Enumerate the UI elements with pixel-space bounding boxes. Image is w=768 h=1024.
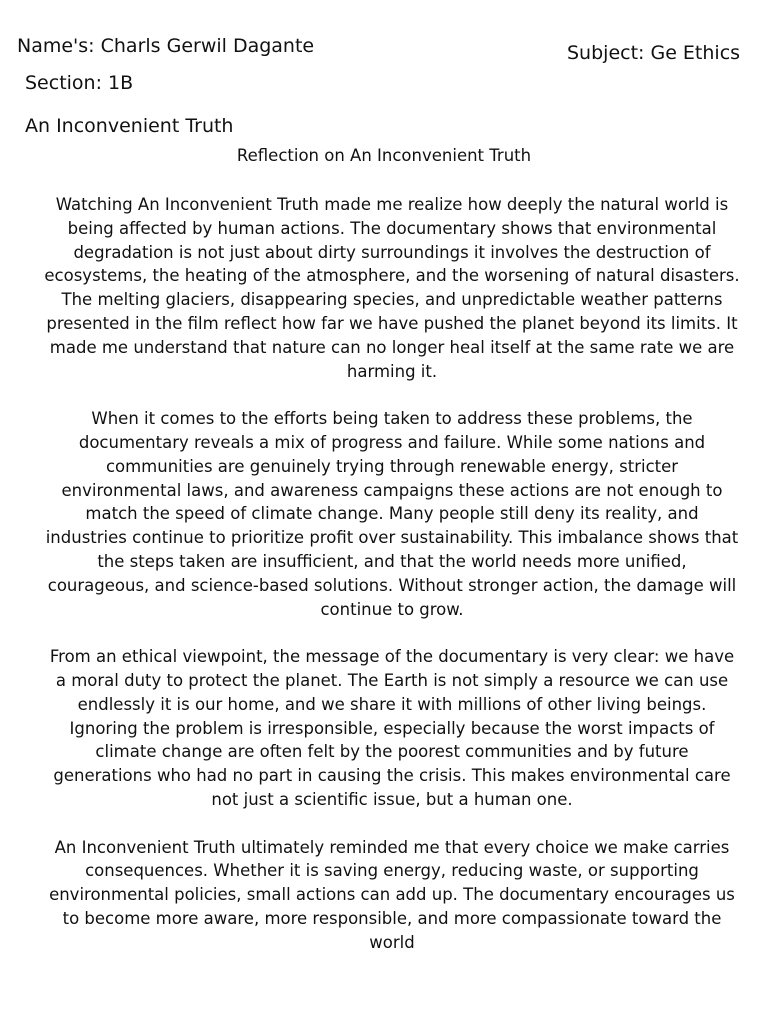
student-name: Name's: Charls Gerwil Dagante	[17, 35, 315, 57]
paragraph-3: From an ethical viewpoint, the message of the documentary is very clear: we have a moral duty to protect the planet. The Earth is not simply a resource we can use endlessly it is our home, and we share it with millions of other living beings. Ignoring the problem is irresponsible, especially because the worst impacts of climate change are often felt by the poorest communities and by future generations who had no part in causing the crisis. This makes environmental care not just a scientific issue, but a human one.	[49, 647, 735, 809]
document-title: An Inconvenient Truth	[25, 115, 234, 137]
reflection-body	[44, 193, 740, 978]
section-label: Section: 1B	[25, 72, 134, 94]
paragraph-4: An Inconvenient Truth ultimately reminded me that every choice we make carries consequences. Whether it is saving energy, reducing waste, or supporting environmental policies, small actions can add up. The documentary encourages us to become more aware, more responsible, and more compassionate toward the world	[49, 837, 735, 952]
subject-label: Subject: Ge Ethics	[567, 42, 741, 64]
paragraph-2: When it comes to the efforts being taken to address these problems, the documentary reveals a mix of progress and failure. While some nations and communities are genuinely trying through renewable energy, stricter environmental laws, and awareness campaigns these actions are not enough to match the speed of climate change. Many people still deny its reality, and industries continue to prioritize profit over sustainability. This imbalance shows that the steps taken are insufficient, and that the world needs more unified, courageous, and science-based solutions. Without stronger action, the damage will continue to grow.	[45, 409, 739, 619]
reflection-heading: Reflection on An Inconvenient Truth	[236, 146, 532, 165]
paragraph-1: Watching An Inconvenient Truth made me realize how deeply the natural world is being affected by human actions. The documentary shows that environmental degradation is not just about dirty surroundings it involves the destruction of ecosystems, the heating of the atmosphere, and the worsening of natural disasters. The melting glaciers, disappearing species, and unpredictable weather patterns presented in the film reflect how far we have pushed the planet beyond its limits. It made me understand that nature can no longer heal itself at the same rate we are harming it.	[44, 195, 740, 381]
